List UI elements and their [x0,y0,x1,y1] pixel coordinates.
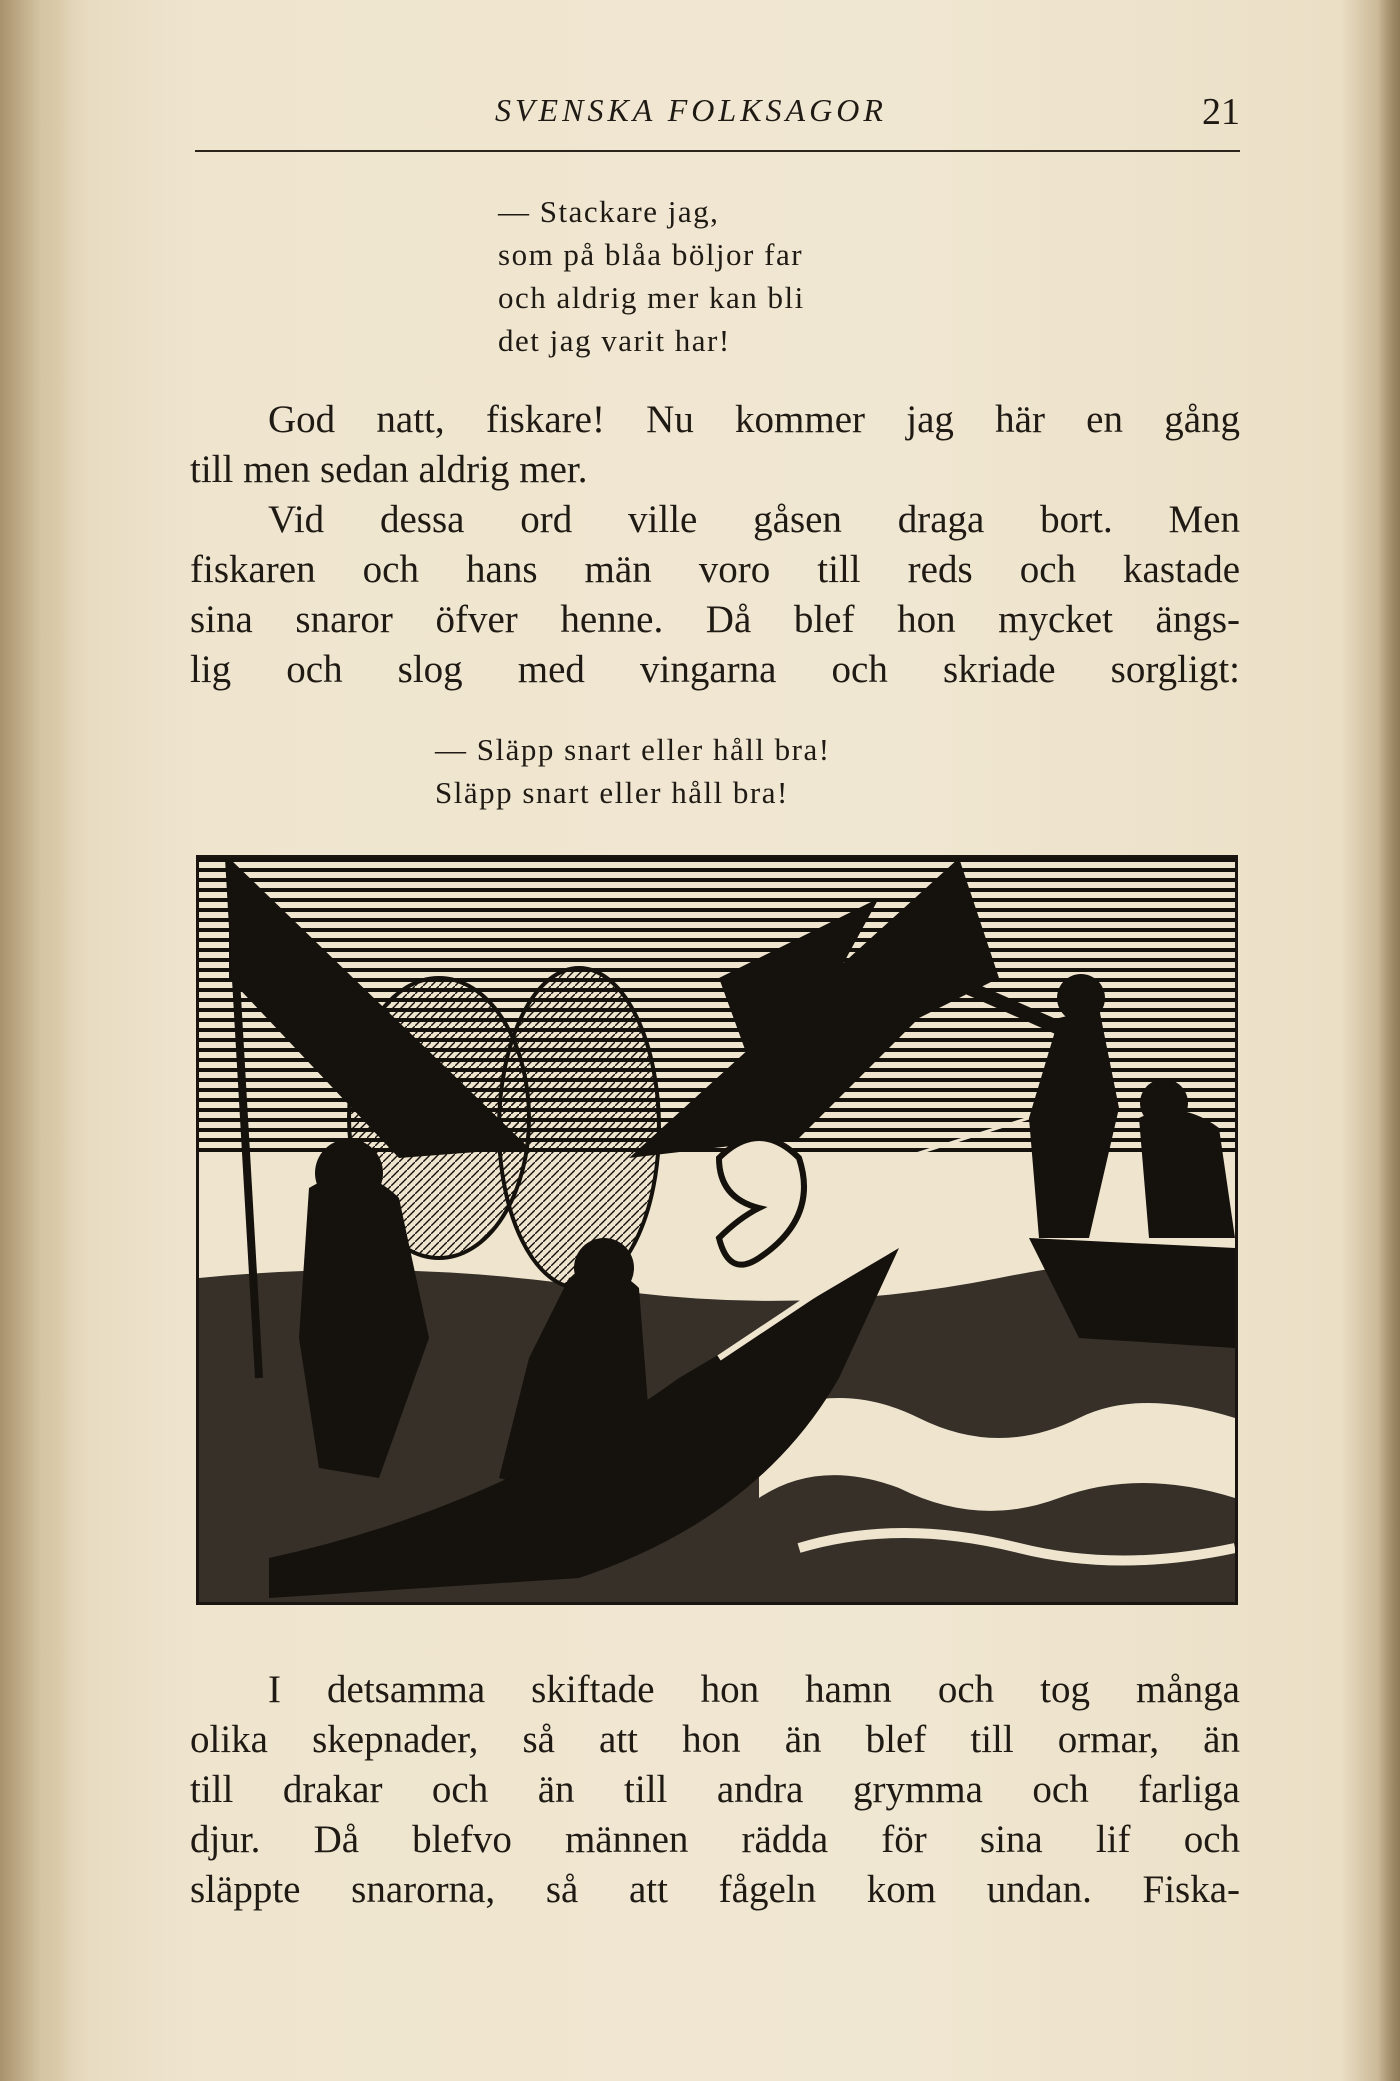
verse-line: — Stackare jag, [498,194,720,229]
verse-line: Släpp snart eller håll bra! [435,775,789,810]
fisherman-seated-head [1140,1079,1188,1127]
verse-slapp-snart [435,728,831,814]
text-line: God natt, fiskare! Nu kommer jag här en gång [268,398,1240,441]
text-line: olika skepnader, så att hon än blef till ormar, än [190,1718,1240,1761]
text-line: Vid dessa ord ville gåsen draga bort. Men [268,498,1240,541]
fisherman-middle-head [574,1238,634,1298]
page-edge-shadow [1378,0,1400,2081]
fisherman-left-head [315,1139,383,1207]
verse-line: — Släpp snart eller håll bra! [435,732,831,767]
running-title: SVENSKA FOLKSAGOR [495,92,887,128]
fisherman-standing-head [1057,974,1105,1022]
running-header [195,92,1240,138]
woodcut-illustration [196,855,1238,1605]
verse-stackare-jag [498,190,805,362]
page-number: 21 [1202,91,1240,133]
verse-line: det jag varit har! [498,323,731,358]
paragraph-god-natt [190,395,1240,695]
text-line: till drakar och än till andra grymma och farliga [190,1768,1240,1811]
text-line: djur. Då blefvo männen rädda för sina lif och [190,1818,1240,1861]
fishing-net-right [499,968,659,1288]
illustration-drawing [199,858,1235,1602]
text-line: I detsamma skiftade hon hamn och tog många [268,1668,1240,1711]
paragraph-i-detsamma [190,1665,1240,1915]
page-gutter-shadow [0,0,70,2081]
text-line: till men sedan aldrig mer. [190,448,588,491]
text-line: släppte snarorna, så att fågeln kom undan. Fiska- [190,1868,1240,1911]
text-line: fiskaren och hans män voro till reds och kastade [190,548,1240,591]
text-line: lig och slog med vingarna och skriade sorgligt: [190,648,1240,691]
text-line: sina snaror öfver henne. Då blef hon mycket ängs- [190,598,1240,641]
verse-line: som på blåa böljor far [498,237,804,272]
header-rule [195,150,1240,152]
verse-line: och aldrig mer kan bli [498,280,805,315]
